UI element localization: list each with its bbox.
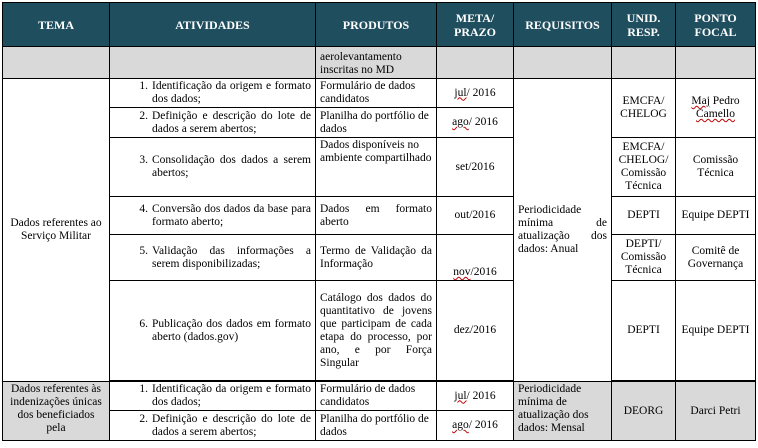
atividade-cell: 2. Definição e descrição do lote de dados a serem abertos; bbox=[110, 108, 316, 138]
atividade-cell: 3. Consolidação dos dados a serem abertos; bbox=[110, 138, 316, 197]
produto-cell: Planilha do portfólio de dados bbox=[316, 108, 437, 138]
atividade-cell: 5. Validação das informações a serem disponibilizadas; bbox=[110, 235, 316, 281]
tema-cell: Dados referentes às indenizações únicas dos beneficiados pela bbox=[3, 382, 110, 441]
prazo-cell: ago/ 2016 bbox=[437, 411, 514, 441]
ponto-cell: Equipe DEPTI bbox=[676, 281, 756, 381]
ponto-cell: Darci Petri bbox=[676, 382, 756, 441]
produto-cell: Termo de Validação da Informação bbox=[316, 235, 437, 281]
prazo-cell: jul/ 2016 bbox=[437, 79, 514, 108]
unid-cell: DEPTI bbox=[612, 281, 676, 381]
requisitos-cell: Periodicidade mínima de atualização dos dados: Anual bbox=[514, 79, 612, 382]
ponto-cell: Comissão Técnica bbox=[676, 138, 756, 197]
prazo-cell: dez/2016 bbox=[437, 281, 514, 381]
produto-cell: aerolevantamento inscritas no MD bbox=[316, 47, 437, 79]
ponto-cell: Maj Pedro Camello bbox=[676, 79, 756, 138]
unid-cell: DEPTI bbox=[612, 197, 676, 235]
ponto-cell: Comitê de Governança bbox=[676, 235, 756, 281]
unid-cell: EMCFA/ CHELOG bbox=[612, 79, 676, 138]
table-row bbox=[3, 281, 756, 381]
table-row bbox=[3, 235, 756, 281]
produto-cell: Formulário de dados candidatos bbox=[316, 382, 437, 411]
atividade-cell: 2. Definição e descrição do lote de dados a serem abertos; bbox=[110, 411, 316, 441]
header-row bbox=[3, 3, 756, 47]
unid-cell: DEORG bbox=[612, 382, 676, 441]
produto-cell: Dados disponíveis no ambiente compartilhado bbox=[316, 138, 437, 197]
requisitos-cell: Periodicidade mínima de atualização dos dados: Mensal bbox=[514, 382, 612, 441]
unid-cell: EMCFA/ CHELOG/ Comissão Técnica bbox=[612, 138, 676, 197]
atividade-cell: 1. Identificação da origem e formato dos dados; bbox=[110, 382, 316, 411]
atividade-cell: 6. Publicação dos dados em formato aberto (dados.gov) bbox=[110, 281, 316, 381]
header-atividades: ATIVIDADES bbox=[110, 3, 316, 47]
header-unid-resp: UNID. RESP. bbox=[612, 3, 676, 47]
prazo-cell: set/2016 bbox=[437, 138, 514, 197]
unid-cell: DEPTI/ Comissão Técnica bbox=[612, 235, 676, 281]
atividade-cell: 1. Identificação da origem e formato dos dados; bbox=[110, 79, 316, 108]
atividade-cell: 4. Conversão dos dados da base para formato aberto; bbox=[110, 197, 316, 235]
table-row bbox=[3, 138, 756, 197]
produto-cell: Planilha do portfólio de dados bbox=[316, 411, 437, 441]
table-row bbox=[3, 197, 756, 235]
header-tema: TEMA bbox=[3, 3, 110, 47]
ponto-cell: Equipe DEPTI bbox=[676, 197, 756, 235]
table-row bbox=[3, 47, 756, 79]
header-produtos: PRODUTOS bbox=[316, 3, 437, 47]
table-row bbox=[3, 382, 756, 411]
tema-cell: Dados referentes ao Serviço Militar bbox=[3, 79, 110, 382]
prazo-cell: nov/2016 bbox=[437, 235, 514, 281]
table-row bbox=[3, 79, 756, 108]
header-requisitos: REQUISITOS bbox=[514, 3, 612, 47]
prazo-cell: out/2016 bbox=[437, 197, 514, 235]
produto-cell: Catálogo dos dados do quantitativo de jovens que participam de cada etapa do processo, por ano, e por Força Singular bbox=[316, 281, 437, 381]
produto-cell: Dados em formato aberto bbox=[316, 197, 437, 235]
prazo-cell: jul/ 2016 bbox=[437, 382, 514, 411]
header-ponto-focal: PONTO FOCAL bbox=[676, 3, 756, 47]
prazo-cell: ago/ 2016 bbox=[437, 108, 514, 138]
plan-table bbox=[2, 2, 756, 441]
header-meta-prazo: META/ PRAZO bbox=[437, 3, 514, 47]
produto-cell: Formulário de dados candidatos bbox=[316, 79, 437, 108]
